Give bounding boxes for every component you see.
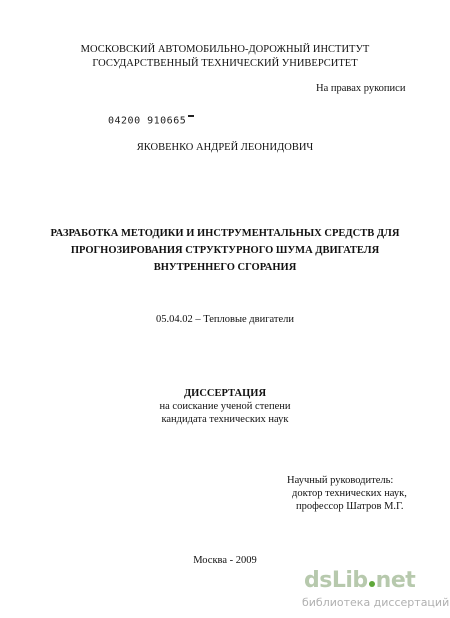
logo-text-left: dsLib (304, 568, 368, 593)
institute-name-line1: МОСКОВСКИЙ АВТОМОБИЛЬНО-ДОРОЖНЫЙ ИНСТИТУТ (80, 44, 370, 55)
author-name: ЯКОВЕНКО АНДРЕЙ ЛЕОНИДОВИЧ (136, 142, 314, 153)
thesis-title-line2: ПРОГНОЗИРОВАНИЯ СТРУКТУРНОГО ШУМА ДВИГАТЕЛЯ (70, 245, 380, 256)
degree-type-line: кандидата технических наук (161, 414, 289, 425)
supervisor-label: Научный руководитель: (287, 475, 394, 486)
thesis-title-line3: ВНУТРЕННЕГО СГОРАНИЯ (153, 262, 297, 273)
supervisor-block (287, 474, 407, 513)
archive-stamp (108, 115, 194, 127)
specialty-code: 05.04.02 – Тепловые двигатели (155, 314, 295, 325)
dissertation-heading: ДИССЕРТАЦИЯ (183, 388, 267, 399)
watermark-subtitle: библиотека диссертаций (302, 596, 450, 609)
logo-dot (369, 581, 375, 587)
place-and-year: Москва - 2009 (193, 555, 257, 566)
stamp-number: 04200 910665 (108, 115, 187, 127)
logo-text-right: net (375, 568, 416, 593)
thesis-title-line1: РАЗРАБОТКА МЕТОДИКИ И ИНСТРУМЕНТАЛЬНЫХ СРЕДСТВ ДЛЯ (50, 228, 400, 239)
institute-name-line2: ГОСУДАРСТВЕННЫЙ ТЕХНИЧЕСКИЙ УНИВЕРСИТЕТ (92, 58, 358, 69)
dslib-logo (304, 568, 415, 594)
manuscript-note: На правах рукописи (316, 83, 406, 94)
degree-line: на соискание ученой степени (159, 401, 291, 412)
supervisor-degree: доктор технических наук, (292, 488, 407, 499)
stamp-mark (188, 115, 194, 117)
dslib-watermark (302, 568, 450, 614)
supervisor-name: профессор Шатров М.Г. (296, 501, 404, 512)
